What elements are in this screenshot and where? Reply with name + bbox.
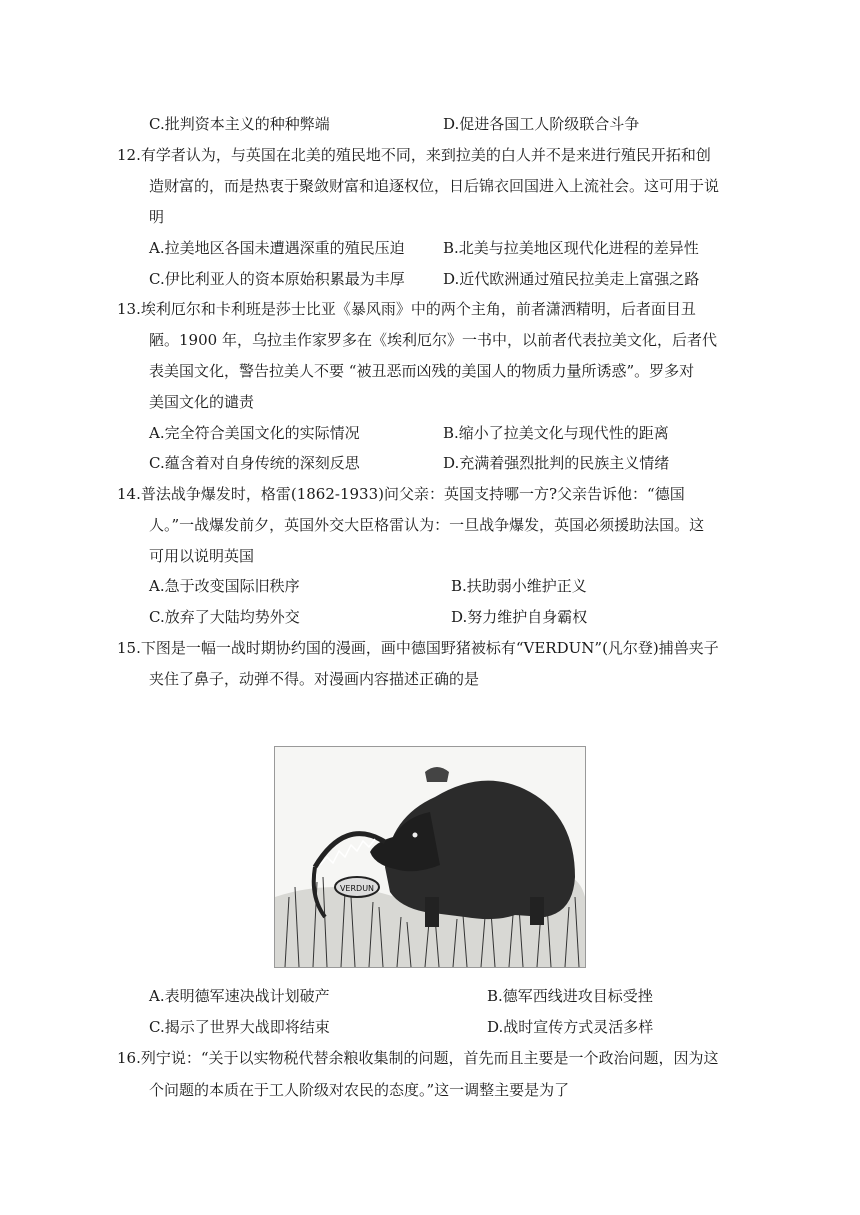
q15-option-c: C.揭示了世界大战即将结束 bbox=[149, 1018, 330, 1036]
q15-stem-line-1: 15.下图是一幅一战时期协约国的漫画，画中德国野猪被标有“VERDUN”(凡尔登)捕兽夹子 bbox=[117, 639, 719, 657]
q14-option-a: A.急于改变国际旧秩序 bbox=[149, 577, 300, 595]
q14-option-c: C.放弃了大陆均势外交 bbox=[149, 608, 300, 626]
q13-option-b: B.缩小了拉美文化与现代性的距离 bbox=[443, 424, 669, 442]
q12-stem-line-1: 12.有学者认为，与英国在北美的殖民地不同，来到拉美的白人并不是来进行殖民开拓和创 bbox=[117, 146, 711, 164]
q15-stem-line-2: 夹住了鼻子，动弹不得。对漫画内容描述正确的是 bbox=[149, 670, 480, 688]
q12-option-a: A.拉美地区各国未遭遇深重的殖民压迫 bbox=[149, 239, 405, 257]
q14-stem-line-2: 人。”一战爆发前夕，英国外交大臣格雷认为：一旦战争爆发，英国必须援助法国。这 bbox=[149, 516, 705, 534]
q15-option-d: D.战时宣传方式灵活多样 bbox=[487, 1018, 654, 1036]
q15-option-b: B.德军西线进攻目标受挫 bbox=[487, 987, 653, 1005]
q13-stem-line-3: 表美国文化，警告拉美人不要 “被丑恶而凶残的美国人的物质力量所诱惑”。罗多对 bbox=[149, 362, 695, 380]
q15-option-a: A.表明德军速决战计划破产 bbox=[149, 987, 330, 1005]
trap-label: VERDUN bbox=[339, 884, 375, 893]
q14-stem-line-3: 可用以说明英国 bbox=[149, 547, 255, 565]
q12-stem-line-2: 造财富的，而是热衷于聚敛财富和追逐权位，日后锦衣回国进入上流社会。这可用于说 bbox=[149, 177, 720, 195]
q16-stem-line-1: 16.列宁说：“关于以实物税代替余粮收集制的问题，首先而且主要是一个政治问题，因为这 bbox=[117, 1049, 719, 1067]
q16-stem-line-2: 个问题的本质在于工人阶级对农民的态度。”这一调整主要是为了 bbox=[149, 1081, 570, 1099]
q14-stem-line-1: 14.普法战争爆发时，格雷(1862-1933)问父亲：英国支持哪一方?父亲告诉他：“德国 bbox=[117, 485, 685, 503]
q11-option-c: C.批判资本主义的种种弊端 bbox=[149, 115, 330, 133]
q12-stem-line-3: 明 bbox=[149, 208, 165, 226]
q13-stem-line-2: 陋。1900 年，乌拉圭作家罗多在《埃利厄尔》一书中，以前者代表拉美文化，后者代 bbox=[149, 331, 717, 349]
q13-option-c: C.蕴含着对自身传统的深刻反思 bbox=[149, 454, 360, 472]
q12-option-d: D.近代欧洲通过殖民拉美走上富强之路 bbox=[443, 270, 700, 288]
boar-trap-cartoon bbox=[275, 747, 585, 967]
q14-option-d: D.努力维护自身霸权 bbox=[451, 608, 588, 626]
q13-stem-line-1: 13.埃利厄尔和卡利班是莎士比亚《暴风雨》中的两个主角，前者潇洒精明，后者面目丑 bbox=[117, 300, 696, 318]
q12-option-b: B.北美与拉美地区现代化进程的差异性 bbox=[443, 239, 699, 257]
q11-option-d: D.促进各国工人阶级联合斗争 bbox=[443, 115, 640, 133]
q12-option-c: C.伊比利亚人的资本原始积累最为丰厚 bbox=[149, 270, 405, 288]
q13-option-a: A.完全符合美国文化的实际情况 bbox=[149, 424, 360, 442]
q14-option-b: B.扶助弱小维护正义 bbox=[451, 577, 587, 595]
cartoon-figure bbox=[274, 746, 586, 968]
q13-option-d: D.充满着强烈批判的民族主义情绪 bbox=[443, 454, 670, 472]
q13-stem-line-4: 美国文化的谴责 bbox=[149, 393, 255, 411]
